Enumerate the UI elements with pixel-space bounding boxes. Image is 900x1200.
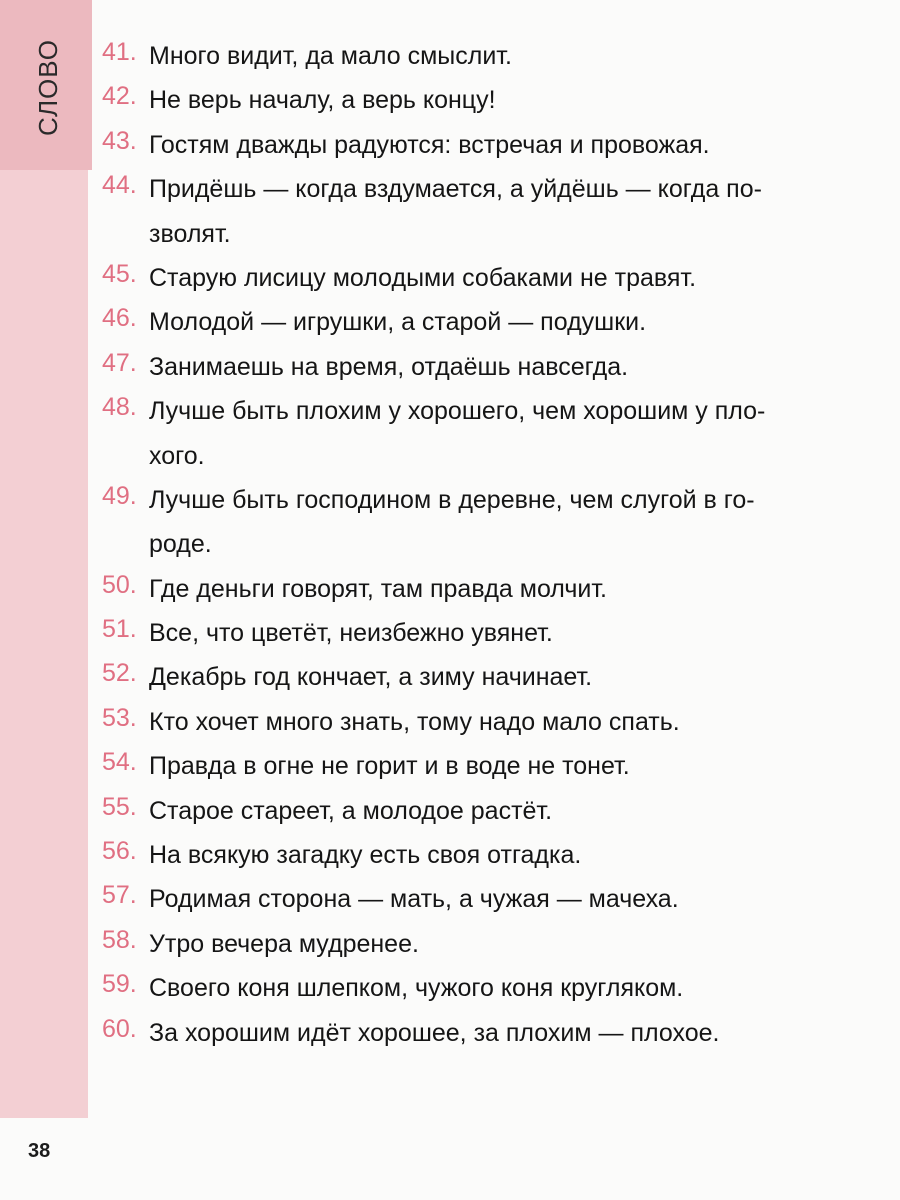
- list-item: [102, 34, 872, 78]
- page-number: 38: [28, 1140, 51, 1162]
- proverb-line: [102, 744, 872, 788]
- proverb-line: [102, 966, 872, 1010]
- list-item: [102, 567, 872, 611]
- proverb-number: 43.: [102, 126, 137, 155]
- proverb-text: роде.: [149, 530, 212, 559]
- list-item: [102, 833, 872, 877]
- proverb-text: Все, что цветёт, неизбежно увянет.: [149, 619, 553, 648]
- proverb-line: [102, 167, 872, 211]
- proverb-continuation: [102, 434, 872, 478]
- proverb-number: 54.: [102, 748, 137, 777]
- proverb-text: Лучше быть плохим у хорошего, чем хорошим у пло-: [149, 397, 766, 426]
- proverb-text: Декабрь год кончает, а зиму начинает.: [149, 663, 593, 692]
- list-item: [102, 789, 872, 833]
- proverb-number: 58.: [102, 925, 137, 954]
- proverb-line: [102, 877, 872, 921]
- proverb-number: 51.: [102, 615, 137, 644]
- list-item: [102, 611, 872, 655]
- proverb-text: Утро вечера мудренее.: [149, 929, 419, 958]
- proverb-text: хого.: [149, 441, 205, 470]
- proverb-number: 55.: [102, 792, 137, 821]
- list-item: [102, 167, 872, 256]
- proverb-text: Много видит, да мало смыслит.: [149, 42, 512, 70]
- proverb-number: 60.: [102, 1014, 137, 1043]
- section-label-text: СЛОВО: [32, 38, 63, 136]
- proverb-text: Занимаешь на время, отдаёшь навсегда.: [149, 352, 629, 381]
- proverb-line: [102, 123, 872, 167]
- list-item: [102, 922, 872, 966]
- proverb-number: 48.: [102, 393, 137, 422]
- proverb-line: [102, 611, 872, 655]
- proverb-text: Где деньги говорят, там правда молчит.: [149, 574, 607, 603]
- list-item: [102, 1011, 872, 1055]
- list-item: [102, 123, 872, 167]
- proverb-line: [102, 833, 872, 877]
- proverb-continuation: [102, 212, 872, 256]
- proverb-continuation: [102, 522, 872, 566]
- list-item: [102, 655, 872, 699]
- proverb-line: [102, 655, 872, 699]
- proverb-number: 45.: [102, 259, 137, 288]
- proverb-text: Гостям дважды радуются: встречая и провожая.: [149, 130, 710, 159]
- proverb-number: 56.: [102, 837, 137, 866]
- proverb-line: [102, 700, 872, 744]
- list-item: [102, 300, 872, 344]
- proverb-text: Старую лисицу молодыми собаками не травят.: [149, 263, 697, 292]
- proverb-text: Молодой — игрушки, а старой — подушки.: [149, 308, 647, 337]
- proverb-line: [102, 1011, 872, 1055]
- list-item: [102, 744, 872, 788]
- proverb-number: 50.: [102, 570, 137, 599]
- list-item: [102, 256, 872, 300]
- proverb-text: Кто хочет много знать, тому надо мало спать.: [149, 707, 680, 736]
- proverb-number: 46.: [102, 304, 137, 333]
- list-item: [102, 966, 872, 1010]
- proverb-line: [102, 789, 872, 833]
- section-label: [28, 22, 68, 152]
- proverb-number: 42.: [102, 82, 137, 111]
- proverb-number: 41.: [102, 38, 137, 66]
- proverb-number: 57.: [102, 881, 137, 910]
- proverb-line: [102, 256, 872, 300]
- proverb-number: 59.: [102, 970, 137, 999]
- proverb-line: [102, 389, 872, 433]
- proverb-text: Родимая сторона — мать, а чужая — мачеха.: [149, 885, 679, 914]
- proverb-number: 47.: [102, 348, 137, 377]
- proverb-text: зволят.: [149, 219, 231, 248]
- proverb-text: Своего коня шлепком, чужого коня кругляком.: [149, 974, 684, 1003]
- list-item: [102, 345, 872, 389]
- proverb-number: 52.: [102, 659, 137, 688]
- list-item: [102, 478, 872, 567]
- proverb-text: Правда в огне не горит и в воде не тонет.: [149, 752, 630, 781]
- proverb-line: [102, 567, 872, 611]
- proverb-list: [102, 34, 872, 1055]
- proverb-number: 44.: [102, 171, 137, 200]
- list-item: [102, 78, 872, 122]
- proverb-line: [102, 922, 872, 966]
- proverb-number: 53.: [102, 703, 137, 732]
- proverb-line: [102, 78, 872, 122]
- proverb-number: 49.: [102, 481, 137, 510]
- list-item: [102, 877, 872, 921]
- proverb-line: [102, 478, 872, 522]
- list-item: [102, 700, 872, 744]
- proverb-text: На всякую загадку есть своя отгадка.: [149, 841, 582, 870]
- proverb-text: Лучше быть господином в деревне, чем слугой в го-: [149, 485, 755, 514]
- proverb-text: Придёшь — когда вздумается, а уйдёшь — когда по-: [149, 175, 762, 204]
- proverb-text: Старое стареет, а молодое растёт.: [149, 796, 553, 825]
- proverb-line: [102, 34, 872, 78]
- proverb-line: [102, 345, 872, 389]
- list-item: [102, 389, 872, 478]
- proverb-text: Не верь началу, а верь концу!: [149, 86, 496, 115]
- proverb-text: За хорошим идёт хорошее, за плохим — плохое.: [149, 1018, 720, 1047]
- proverb-line: [102, 300, 872, 344]
